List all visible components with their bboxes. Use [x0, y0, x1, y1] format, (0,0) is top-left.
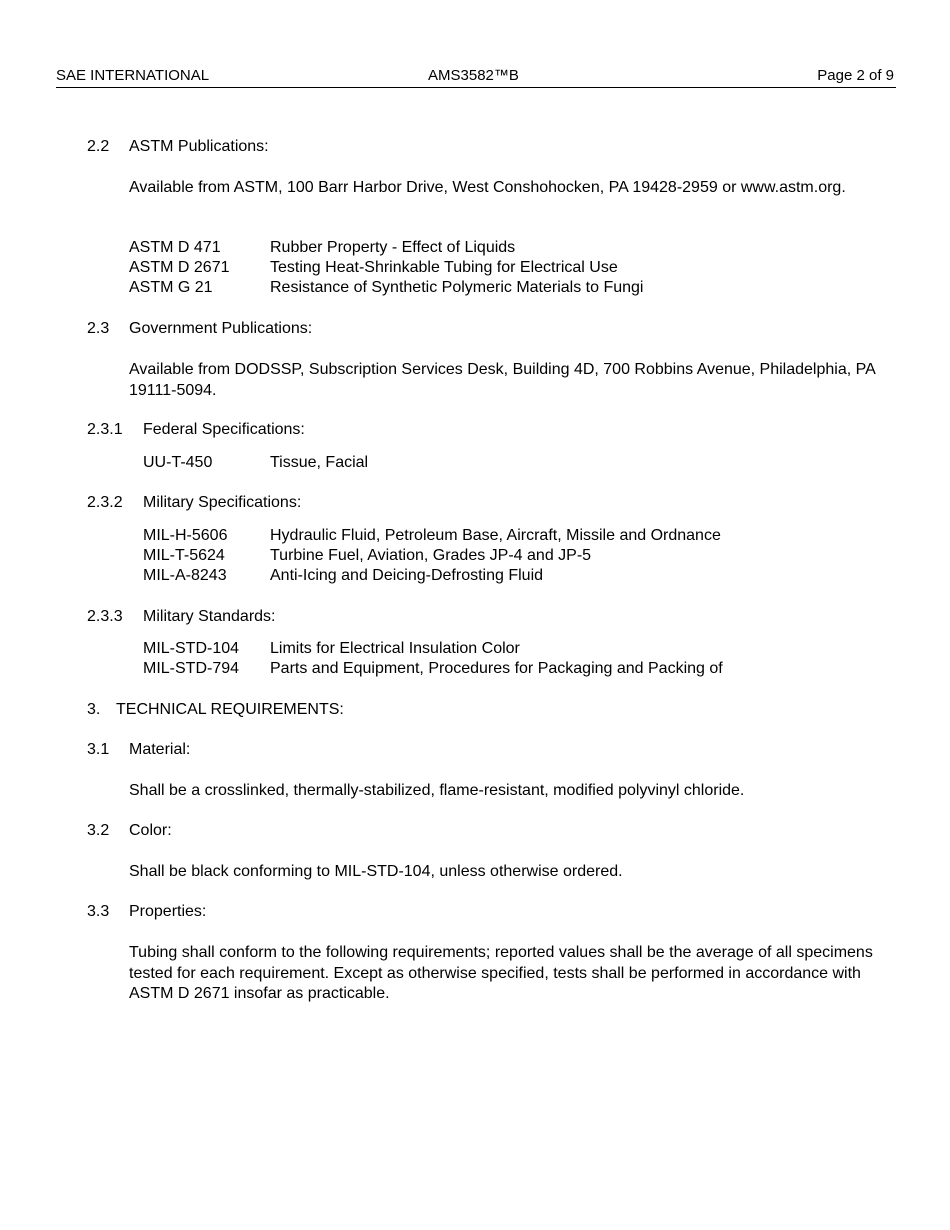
section-2-2-paragraph: Available from ASTM, 100 Barr Harbor Drive, West Conshohocken, PA 19428-2959 or www.astm.org. [129, 179, 846, 196]
section-number: 3.1 [87, 741, 110, 758]
section-number: 2.2 [87, 138, 110, 155]
section-title: Government Publications: [129, 320, 313, 337]
section-title: Material: [129, 741, 191, 758]
reference-code: MIL-T-5624 [143, 547, 225, 564]
section-3-1-paragraph: Shall be a crosslinked, thermally-stabilized, flame-resistant, modified polyvinyl chloride. [129, 782, 745, 799]
section-3-3-paragraph: Tubing shall conform to the following requirements; reported values shall be the average of all specimens tested for each requirement. Except as otherwise specified, tests shall be performed in accordance with ASTM D 2671 insofar as practicable. [129, 944, 873, 1002]
section-number: 3. [87, 701, 101, 718]
reference-code: UU-T-450 [143, 454, 213, 471]
section-3-2-paragraph: Shall be black conforming to MIL-STD-104, unless otherwise ordered. [129, 863, 623, 880]
section-number: 2.3.1 [87, 421, 123, 438]
reference-description: Hydraulic Fluid, Petroleum Base, Aircraft, Missile and Ordnance [270, 527, 721, 544]
reference-code: ASTM D 2671 [129, 259, 230, 276]
reference-description: Testing Heat-Shrinkable Tubing for Electrical Use [270, 259, 618, 276]
reference-code: ASTM G 21 [129, 279, 213, 296]
header-organization: SAE INTERNATIONAL [56, 67, 210, 84]
section-title: Federal Specifications: [143, 421, 305, 438]
reference-code: MIL-A-8243 [143, 567, 227, 584]
section-number: 3.3 [87, 903, 110, 920]
section-title: Color: [129, 822, 172, 839]
reference-description: Turbine Fuel, Aviation, Grades JP-4 and JP-5 [270, 547, 592, 564]
section-2-3-paragraph: Available from DODSSP, Subscription Services Desk, Building 4D, 700 Robbins Avenue, Philadelphia, PA 19111-5094. [129, 361, 875, 399]
section-title: Military Standards: [143, 608, 276, 625]
reference-description: Anti-Icing and Deicing-Defrosting Fluid [270, 567, 544, 584]
reference-description: Resistance of Synthetic Polymeric Materials to Fungi [270, 279, 644, 296]
section-number: 2.3.2 [87, 494, 123, 511]
reference-description: Parts and Equipment, Procedures for Packaging and Packing of [270, 660, 723, 677]
section-number: 3.2 [87, 822, 110, 839]
reference-code: MIL-STD-104 [143, 640, 240, 657]
reference-code: ASTM D 471 [129, 239, 221, 256]
section-title: Properties: [129, 903, 207, 920]
reference-code: MIL-STD-794 [143, 660, 240, 677]
section-title: Military Specifications: [143, 494, 302, 511]
header-page-number: Page 2 of 9 [817, 67, 894, 84]
page-header [56, 65, 896, 88]
reference-description: Limits for Electrical Insulation Color [270, 640, 520, 657]
section-title: ASTM Publications: [129, 138, 269, 155]
reference-description: Tissue, Facial [270, 454, 369, 471]
header-document-id: AMS3582™B [428, 67, 519, 84]
reference-description: Rubber Property - Effect of Liquids [270, 239, 516, 256]
reference-code: MIL-H-5606 [143, 527, 228, 544]
section-number: 2.3.3 [87, 608, 123, 625]
section-number: 2.3 [87, 320, 110, 337]
section-title: TECHNICAL REQUIREMENTS: [116, 701, 344, 718]
